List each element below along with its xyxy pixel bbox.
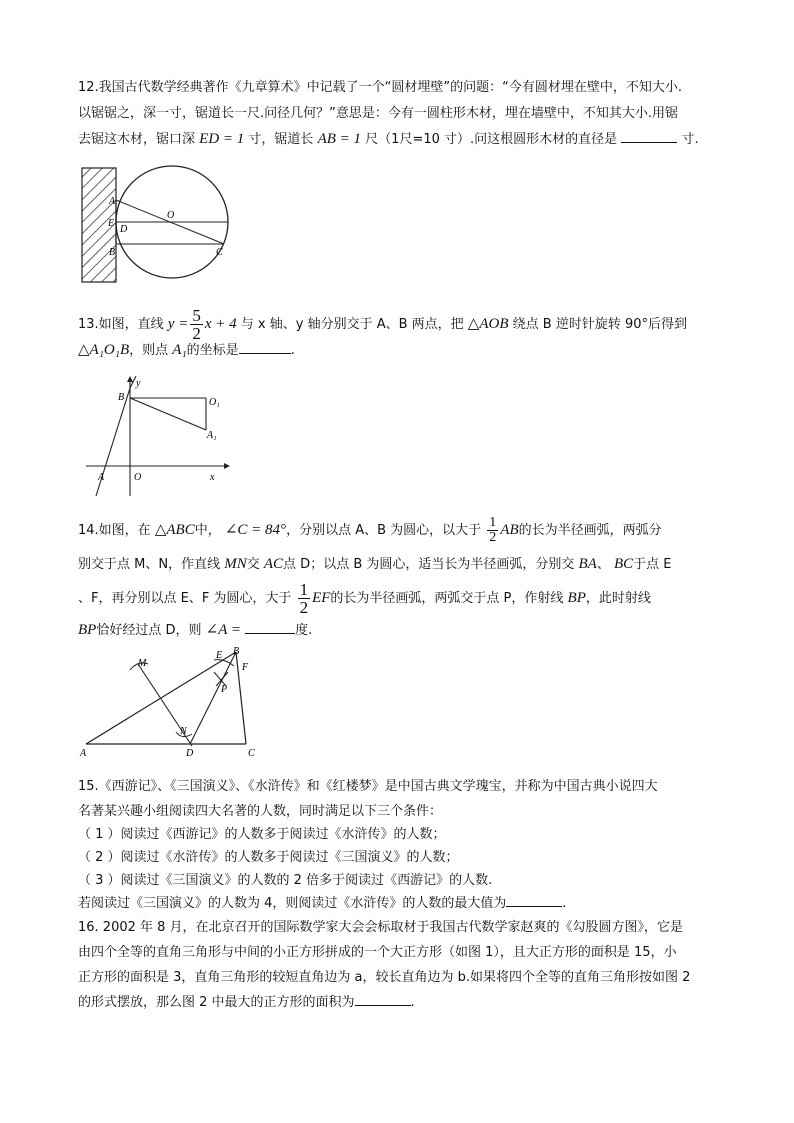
q12-label-o: O <box>167 210 175 221</box>
q12-answer-blank[interactable] <box>621 142 677 143</box>
q14-text: 的长为半径画弧，两弧分 <box>518 523 662 538</box>
q14-math-ba: BA <box>578 556 597 572</box>
q14-line-4 <box>78 622 312 639</box>
q14-text: ，分别以点 A、B 为圆心，以大于 <box>286 523 482 538</box>
q13-seg-ba1 <box>130 398 206 430</box>
q14-text: 、 <box>596 557 610 572</box>
q15-condition-1: （ 1 ）阅读过《西游记》的人数多于阅读过《水浒传》的人数； <box>78 827 446 842</box>
q14-text: 于点 E <box>633 557 672 572</box>
q14-text: 中， <box>194 523 221 538</box>
q12-math-ab: AB = 1 <box>317 131 362 147</box>
q14-fraction <box>487 516 498 545</box>
q12-line-1: 12.我国古代数学经典著作《九章算术》中记载了一个“圆材埋壁”的问题：“今有圆材埋在壁中，不知大小. <box>78 80 683 95</box>
q14-math-angle-c: ∠C = 84° <box>224 522 287 538</box>
q14-label-a: A <box>80 748 87 759</box>
q13-text: 与 x 轴、y 轴分别交于 A、B 两点，把 <box>240 317 464 332</box>
q12-label-b: B <box>109 247 116 258</box>
q12-text: 去锯这木材，锯口深 <box>78 132 196 147</box>
q12-label-d: D <box>120 224 128 235</box>
q14-line-1 <box>78 512 662 548</box>
q13-label-a: A <box>98 472 105 483</box>
q14-line-2 <box>78 556 672 573</box>
q13-fraction <box>190 307 203 342</box>
q15-text: . <box>562 896 567 911</box>
q13-text: 13.如图，直线 <box>78 317 164 332</box>
q14-text: 交 <box>246 557 260 572</box>
q13-label-y: y <box>136 378 141 389</box>
q13-math-y: y = <box>167 316 189 332</box>
q12-line-3 <box>78 131 699 148</box>
q14-label-c: C <box>248 748 255 759</box>
q14-text: 、F，再分别以点 E、F 为圆心，大于 <box>78 591 292 606</box>
q13-frac-num: 5 <box>192 306 201 325</box>
q13-text: 绕点 B 逆时针旋转 90°后得到 <box>512 317 687 332</box>
q14-math-ab: AB <box>500 522 519 538</box>
q14-text: 点 D；以点 B 为圆心，适当长为半径画弧，分别交 <box>283 557 575 572</box>
q13-math-tri2: △A₁O₁B <box>78 342 130 358</box>
q13-text: . <box>290 343 295 358</box>
q14-fraction-2 <box>298 581 311 616</box>
q14-label-e: E <box>216 650 223 661</box>
q13-label-x: x <box>210 472 215 483</box>
q14-label-m: M <box>138 658 147 669</box>
q13-line-1 <box>78 306 687 342</box>
q14-line-3 <box>78 580 651 616</box>
q15-answer-blank[interactable] <box>506 906 562 907</box>
q16-line-3: 正方形的面积是 3，直角三角形的较短直角边为 a，较长直角边为 b.如果将四个全等的直角三角形按如图 2 <box>78 970 691 985</box>
q15-condition-2: （ 2 ）阅读过《水浒传》的人数多于阅读过《三国演义》的人数； <box>78 850 459 865</box>
q14-label-f: F <box>242 662 249 673</box>
q14-text: ，此时射线 <box>585 591 651 606</box>
q15-condition-3: （ 3 ）阅读过《三国演义》的人数的 2 倍多于阅读过《西游记》的人数. <box>78 873 493 888</box>
q16-text: . <box>410 995 415 1010</box>
q14-label-n: N <box>180 726 187 737</box>
q13-frac-den: 2 <box>192 324 201 343</box>
q14-math-tri: △ABC <box>154 522 195 538</box>
q14-frac-den-2: 2 <box>299 598 309 617</box>
q16-text: 的形式摆放，那么图 2 中最大的正方形的面积为 <box>78 995 355 1010</box>
q13-line-2 <box>78 342 295 359</box>
q14-math-mn: MN <box>224 556 247 572</box>
q14-frac-den: 2 <box>489 530 497 545</box>
q12-math-ed: ED = 1 <box>199 131 245 147</box>
q13-math-tri: △AOB <box>467 316 509 332</box>
q12-figure <box>76 160 236 284</box>
q14-math-bc: BC <box>614 556 634 572</box>
q13-text: 的坐标是 <box>186 343 239 358</box>
q14-label-d: D <box>186 748 194 759</box>
q14-answer-blank[interactable] <box>245 633 295 634</box>
q12-line-2: 以锯锯之，深一寸，锯道长一尺.问径几何？”意思是：今有一圆柱形木材，埋在墙壁中，不知其大小.用锯 <box>78 106 679 121</box>
q13-label-a1: A₁ <box>207 430 217 441</box>
q13-text: ，则点 <box>129 343 169 358</box>
q15-line-2: 名著某兴趣小组阅读四大名著的人数，同时满足以下三个条件： <box>78 804 443 819</box>
q14-text: 的长为半径画弧，两弧交于点 P，作射线 <box>330 591 564 606</box>
q14-text: 14.如图，在 <box>78 523 151 538</box>
q14-text: 别交于点 M、N，作直线 <box>78 557 221 572</box>
q14-figure <box>76 646 272 760</box>
q12-label-c: C <box>216 247 223 258</box>
q14-label-b: B <box>233 646 240 657</box>
q14-frac-num-2: 1 <box>299 580 309 599</box>
q15-text: 若阅读过《三国演义》的人数为 4，则阅读过《水浒传》的人数的最大值为 <box>78 896 507 911</box>
q14-math-bp: BP <box>567 590 586 606</box>
q14-math-ef: EF <box>312 590 331 606</box>
q13-math-a1: A₁ <box>172 342 187 358</box>
q12-text: 寸. <box>681 132 699 147</box>
q14-math-bp-2: BP <box>78 622 97 638</box>
q15-line-3 <box>78 896 567 912</box>
q12-text: 尺（1尺=10 寸）.问这根圆形木材的直径是 <box>365 132 618 147</box>
q14-frac-num: 1 <box>489 515 497 530</box>
q14-text: 度. <box>295 623 313 638</box>
q13-label-o: O <box>134 472 142 483</box>
q14-math-ac: AC <box>263 556 284 572</box>
q15-line-1: 15.《西游记》、《三国演义》、《水浒传》和《红楼梦》是中国古典文学瑰宝，并称为中国古典小说四大 <box>78 779 658 794</box>
q12-label-e: E <box>108 218 115 229</box>
q14-label-p: P <box>221 684 228 695</box>
q16-answer-blank[interactable] <box>355 1005 411 1006</box>
q14-text: 恰好经过点 D，则 <box>96 623 202 638</box>
q13-math-expr: x + 4 <box>204 316 237 332</box>
q16-line-1: 16. 2002 年 8 月，在北京召开的国际数学家大会会标取材于我国古代数学家赵爽的《勾股圆方图》，它是 <box>78 920 684 935</box>
q13-label-o1: O₁ <box>209 397 220 408</box>
q13-label-b: B <box>118 392 125 403</box>
q13-answer-blank[interactable] <box>239 353 291 354</box>
q12-label-a: A <box>109 196 116 207</box>
q13-figure <box>82 374 232 498</box>
q16-line-2: 由四个全等的直角三角形与中间的小正方形拼成的一个大正方形（如图 1），且大正方形的面积是 15，小 <box>78 945 677 960</box>
q16-line-4 <box>78 995 415 1011</box>
q14-math-angle-a: ∠A = <box>205 622 241 638</box>
q12-text: 寸，锯道长 <box>248 132 314 147</box>
